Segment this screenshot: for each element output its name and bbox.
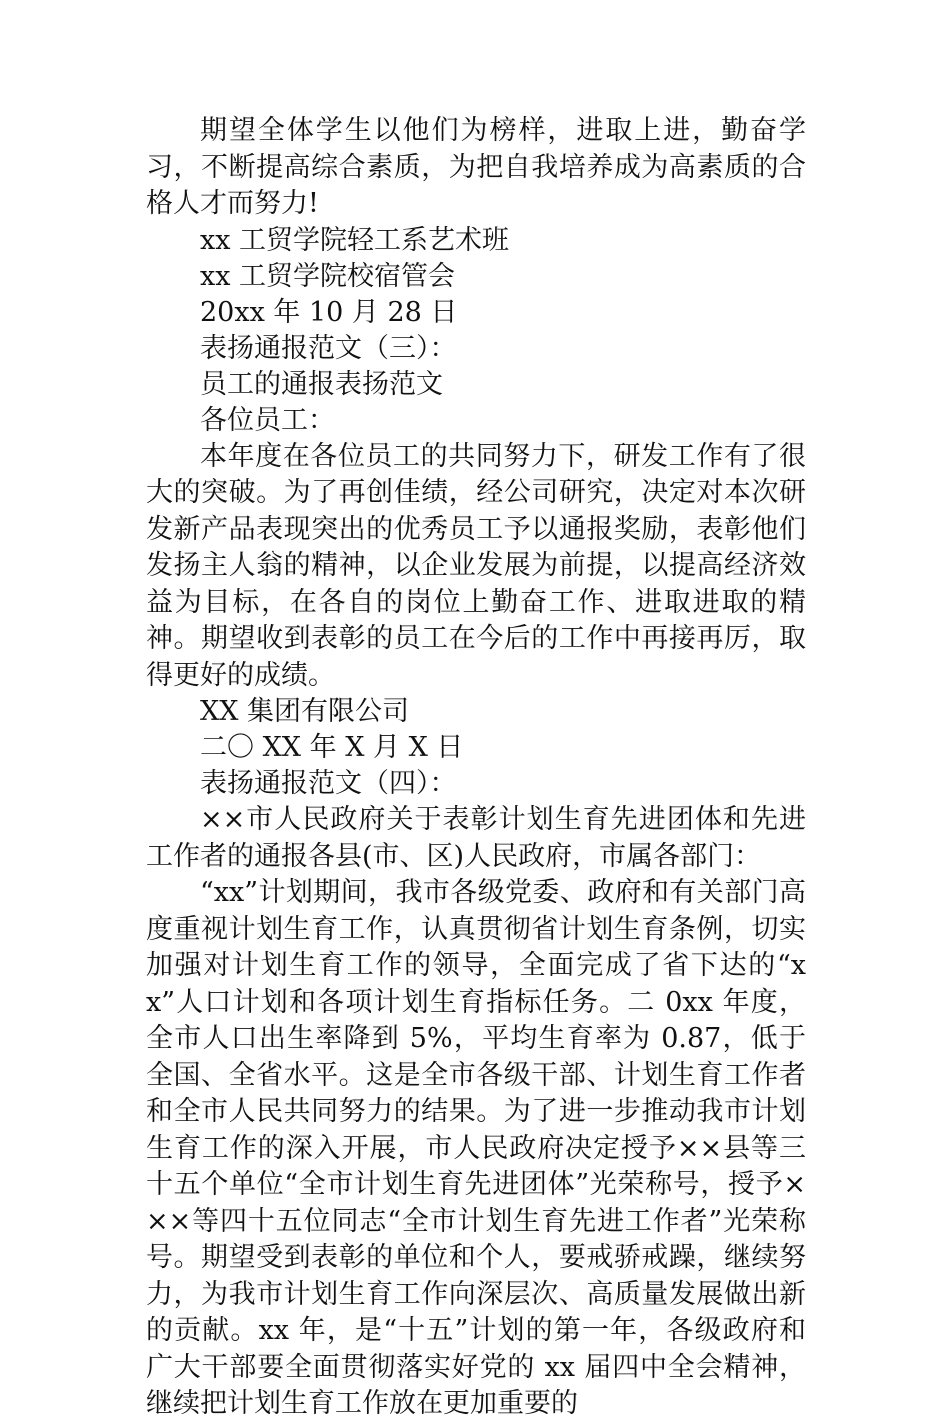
salutation: 各位员工： xyxy=(200,404,335,436)
signature-art-class: xx 工贸学院轻工系艺术班 xyxy=(200,224,510,256)
paragraph-staff-commendation: 本年度在各位员工的共同努力下，研发工作有了很大的突破。为了再创佳绩，经公司研究，决定对本次研发新产品表现突出的优秀员工予以通报奖励，表彰他们发扬主人翁的精神，以企业发展为前提，以提高经济效益为目标，在各自的岗位上勤奋工作、进取进取的精神。期望收到表彰的员工在今后的工作中再接再厉，取得更好的成绩。 xyxy=(146,440,806,691)
document-body xyxy=(146,113,806,1423)
paragraph-government-notice-title: ××市人民政府关于表彰计划生育先进团体和先进工作者的通报各县(市、区)人民政府，市属各部门： xyxy=(146,804,806,872)
section-subtitle: 员工的通报表扬范文 xyxy=(200,368,443,400)
signature-company: XX 集团有限公司 xyxy=(200,696,410,727)
signature-company-date: 二〇 XX 年 X 月 X 日 xyxy=(200,732,464,763)
signature-date: 20xx 年 10 月 28 日 xyxy=(200,296,458,328)
paragraph-family-planning: “xx”计划期间，我市各级党委、政府和有关部门高度重视计划生育工作，认真贯彻省计划生育条例，切实加强对计划生育工作的领导，全面完成了省下达的“xx”人口计划和各项计划生育指标任务。二 0xx 年度，全市人口出生率降到 5%，平均生育率为 0.87，低于全国、全省水平。这是全市各级干部、计划生育工作者和全市人民共同努力的结果。为了进一步推动我市计划生育工作的深入开展，市人民政府决定授予××县等三十五个单位“全市计划生育先进团体”光荣称号，授予×××等四十五位同志“全市计划生育先进工作者”光荣称号。期望受到表彰的单位和个人，要戒骄戒躁，继续努力，为我市计划生育工作向深层次、高质量发展做出新的贡献。xx 年，是“十五”计划的第一年，各级政府和广大干部要全面贯彻落实好党的 xx 届四中全会精神，继续把计划生育工作放在更加重要的 xyxy=(146,877,806,1419)
section-heading-four: 表扬通报范文（四）： xyxy=(200,768,457,799)
paragraph-closing-expectation: 期望全体学生以他们为榜样，进取上进，勤奋学习，不断提高综合素质，为把自我培养成为高素质的合格人才而努力! xyxy=(146,115,806,219)
signature-dorm-committee: xx 工贸学院校宿管会 xyxy=(200,260,456,292)
section-heading-three: 表扬通报范文（三）： xyxy=(200,332,457,364)
